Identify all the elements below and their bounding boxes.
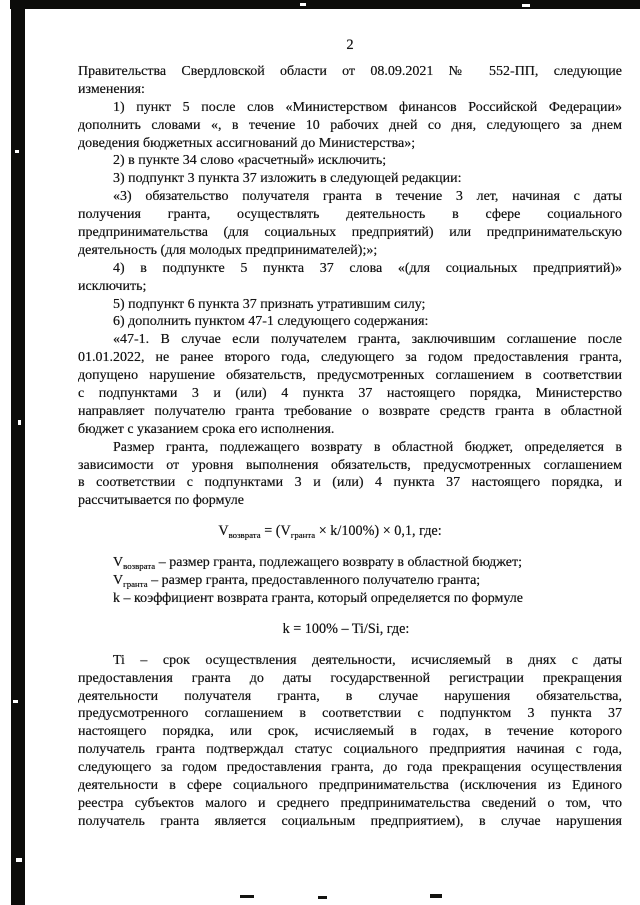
text-line: изменения: [78, 81, 145, 97]
formula-text: V [218, 523, 229, 540]
scan-speck [318, 896, 327, 899]
text-line: исключить; [78, 278, 147, 294]
subscript-text: возврата [123, 561, 156, 572]
text-line: настоящего порядка, или срок, исчисляемый в годах, в течение которого [78, 724, 622, 740]
text-line: 2) в пункте 34 слово «расчетный» исключить; [113, 153, 387, 169]
text-line: деятельности в сфере социального предпринимательства (исключения из Единого [78, 777, 622, 793]
scan-edge-left [11, 6, 25, 905]
scan-speck [15, 150, 19, 153]
text-line: следующего за годом предоставления гранта, до года прекращения осуществления [78, 760, 622, 776]
text-line: 01.01.2022, не ранее второго года, следующего за годом предоставления гранта, [78, 350, 622, 366]
text-line: «3) обязательство получателя гранта в течение 3 лет, начиная с даты [113, 189, 622, 205]
subscript-text: возврата [228, 530, 261, 541]
formula-text: V [113, 555, 124, 571]
text-line: деятельность (для молодых предпринимателей);»; [78, 242, 378, 258]
text-line: доведения бюджетных ассигнований до Министерства»; [78, 135, 416, 151]
formula-text: – размер гранта, предоставленного получателю гранта; [147, 573, 481, 589]
text-line: «47-1. В случае если получателем гранта, заключившим соглашение после [113, 332, 622, 348]
scan-speck [16, 858, 22, 862]
subscript-text: гранта [123, 579, 148, 590]
text-line: с подпунктами 3 и (или) 4 пункта 37 настоящего порядка, Министерство [78, 386, 622, 402]
text-line: в соответствии с подпунктами 3 и (или) 4 пункта 37 настоящего порядка, и [78, 475, 622, 491]
text-line: Ti – срок осуществления деятельности, исчисляемый в днях с даты [113, 652, 622, 668]
text-line: получатель гранта подтверждал статус социального предприятия начиная с года, [78, 742, 622, 758]
formula-text: = (V [260, 523, 291, 540]
text-line: 1) пункт 5 после слов «Министерством финансов Российской Федерации» [113, 99, 622, 115]
document-body [78, 63, 622, 831]
text-line: предпринимательства (для социальных предприятий) или предпринимательскую [78, 225, 622, 241]
text-line: Правительства Свердловской области от 08.09.2021 № 552-ПП, следующие [78, 64, 622, 79]
text-line: 5) подпункт 6 пункта 37 признать утратившим силу; [113, 296, 426, 312]
text-line: получения гранта, осуществлять деятельность в сфере социального [78, 207, 622, 223]
text-line: рассчитывается по формуле [78, 493, 245, 509]
text-line: деятельности получателя гранта, в случае нарушения обязательства, [78, 688, 622, 704]
formula-text: – размер гранта, подлежащего возврату в областной бюджет; [155, 555, 522, 571]
scan-speck [13, 700, 18, 703]
formula-text: × k/100%) × 0,1, где: [315, 523, 442, 540]
scan-speck [18, 420, 21, 425]
text-line: получатель гранта является социальным предприятием), в случае нарушения [78, 813, 622, 829]
scan-speck [240, 895, 254, 898]
text-line: 4) в подпункте 5 пункта 37 слова «(для социальных предприятий)» [113, 260, 622, 276]
text-line: зависимости от уровня выполнения обязательств, предусмотренных соглашением [78, 457, 622, 473]
text-line: бюджет с указанием срока его исполнения. [78, 421, 335, 437]
formula-line [58, 523, 602, 541]
text-line: направляет получателю гранта требование о возврате средств гранта в областной [78, 403, 622, 419]
text-line: предусмотренного соглашением в соответствии с подпунктом 3 пункта 37 [78, 706, 622, 722]
text-line: дополнить словами «, в течение 10 рабочих дней со дня, следующего за днем [78, 117, 622, 133]
subscript-text: гранта [290, 530, 316, 541]
text-line: Размер гранта, подлежащего возврату в областной бюджет, определяется в [113, 439, 622, 455]
text-line: k – коэффициент возврата гранта, который определяется по формуле [113, 590, 523, 606]
page-number: 2 [346, 37, 354, 53]
text-line [78, 572, 622, 590]
text-line: допущено нарушение обязательств, предусмотренных соглашением в соответствии [78, 368, 622, 384]
page-content [78, 0, 622, 831]
text-line: предоставления гранта до даты государственной регистрации прекращения [78, 670, 622, 686]
formula-text: k = 100% – Ti/Si, где: [282, 620, 410, 637]
formula-line [74, 621, 618, 639]
text-line: реестра субъектов малого и среднего предпринимательства сведений о том, что [78, 795, 622, 811]
formula-text: V [113, 573, 124, 589]
text-line: 6) дополнить пунктом 47-1 следующего содержания: [113, 314, 429, 330]
text-line: 3) подпункт 3 пункта 37 изложить в следующей редакции: [113, 171, 462, 187]
scan-speck [430, 894, 442, 898]
text-line [78, 554, 622, 572]
